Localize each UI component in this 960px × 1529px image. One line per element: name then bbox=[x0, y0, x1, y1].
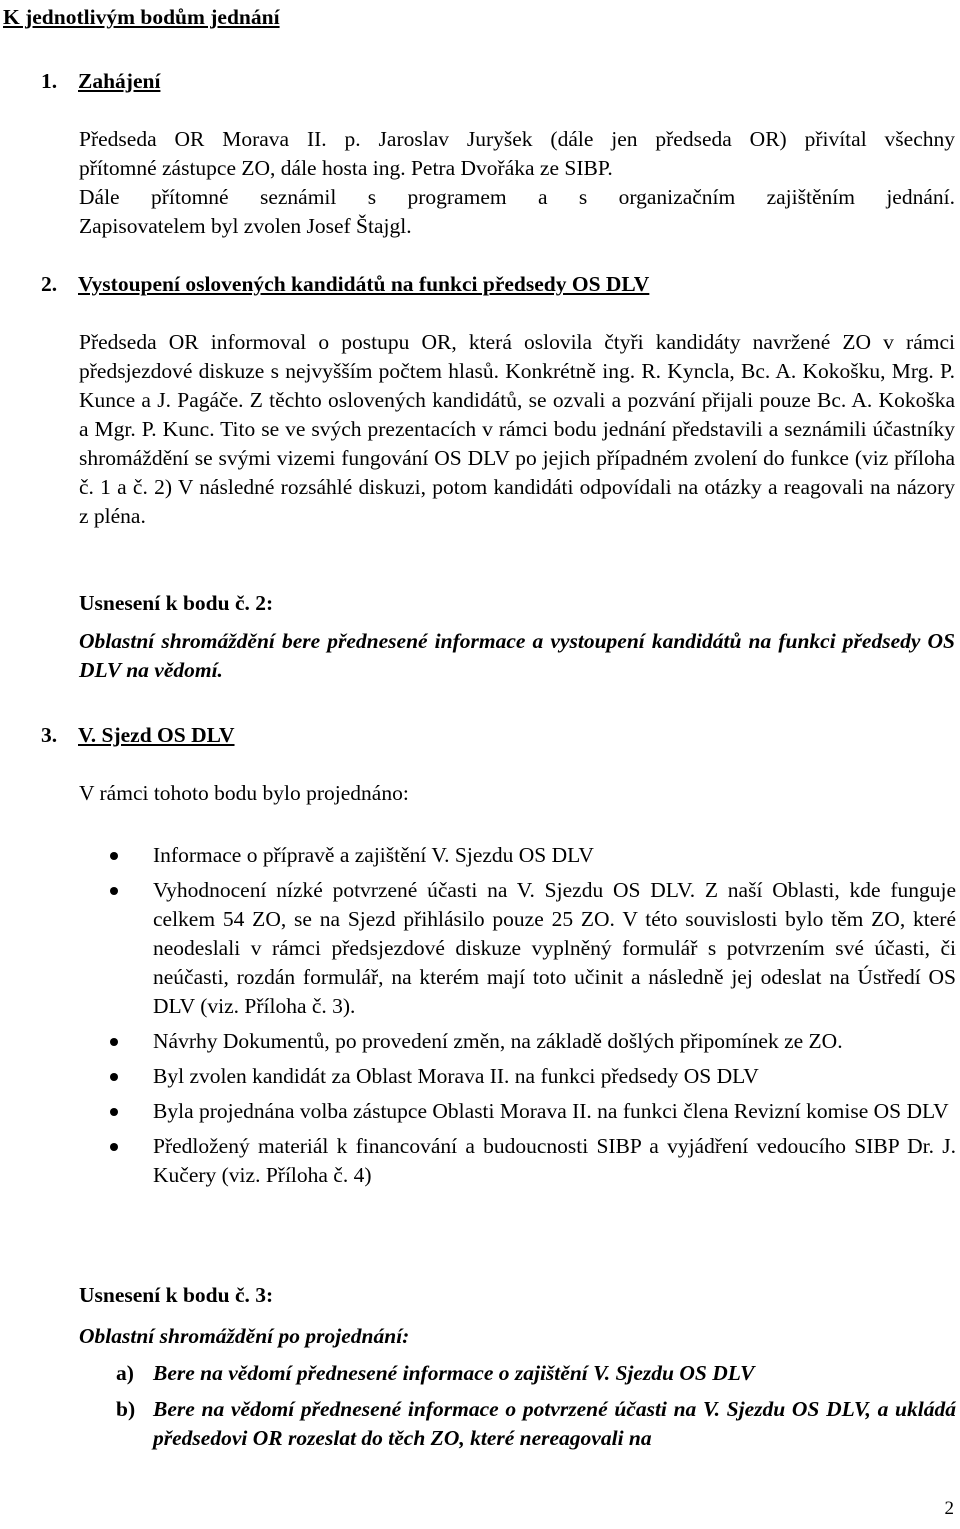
section3-title: V. Sjezd OS DLV bbox=[78, 723, 235, 747]
bullet-icon bbox=[110, 887, 118, 895]
section2-title: Vystoupení oslovených kandidátů na funkci předsedy OS DLV bbox=[78, 272, 650, 296]
list-item bbox=[110, 876, 956, 1021]
list-item bbox=[110, 1062, 956, 1091]
list-item bbox=[110, 841, 956, 870]
section1-line-1: Předseda OR Morava II. p. Jaroslav Juryšek (dále jen předseda OR) přivítal všechny bbox=[79, 127, 955, 151]
section2-resolution-text: Oblastní shromáždění bere přednesené informace a vystoupení kandidátů na funkci předsedy OS DLV na vědomí. bbox=[79, 629, 955, 682]
section1-number: 1. bbox=[41, 69, 58, 93]
page-number: 2 bbox=[944, 1498, 954, 1519]
section3-resolution-label: Usnesení k bodu č. 3: bbox=[79, 1283, 274, 1307]
bullet-icon bbox=[110, 852, 118, 860]
section2-body: Předseda OR informoval o postupu OR, která oslovila čtyři kandidáty navržené ZO v rámci předsjezdové diskuze s nejvyšším počtem hlasů. Konkrétně ing. R. Kyncla, Bc. A. Kokošku, Mrg. P. Kunce a J. Pagáče. Z těchto oslovených kandidátů, se ozvali a pozvání přijali pouze Bc. A. Kokoška a Mgr. P. Kunc. Tito se ve svých prezentacích v rámci bodu jednání představili a seznámili účastníky shromáždění se svými vizemi fungování OS DLV po jejich případném zvolení do funkce (viz příloha č. 1 a č. 2) V následné rozsáhlé diskuzi, potom kandidáti odpovídali na otázky a reagovali na názory z pléna. bbox=[79, 330, 955, 528]
section2-number: 2. bbox=[41, 272, 58, 296]
list-item-text: Předložený materiál k financování a budoucnosti SIBP a vyjádření vedoucího SIBP Dr. J. Kučery (viz. Příloha č. 4) bbox=[153, 1134, 956, 1187]
item-marker: a) bbox=[116, 1361, 134, 1385]
bullet-icon bbox=[110, 1038, 118, 1046]
list-item bbox=[110, 1097, 956, 1126]
resolution-item bbox=[116, 1395, 956, 1453]
resolution-item bbox=[116, 1359, 956, 1388]
list-item bbox=[110, 1132, 956, 1190]
section3-resolution-intro: Oblastní shromáždění po projednání: bbox=[79, 1324, 410, 1348]
section1-heading bbox=[41, 67, 160, 96]
list-item-text: Byl zvolen kandidát za Oblast Morava II. na funkci předsedy OS DLV bbox=[153, 1064, 759, 1088]
section1-line-2: přítomné zástupce ZO, dále hosta ing. Petra Dvořáka ze SIBP. bbox=[79, 156, 613, 180]
section1-line-4: Zapisovatelem byl zvolen Josef Štajgl. bbox=[79, 214, 412, 238]
section1-body bbox=[79, 125, 955, 241]
list-item-text: Byla projednána volba zástupce Oblasti Morava II. na funkci člena Revizní komise OS DLV bbox=[153, 1099, 949, 1123]
main-heading: K jednotlivým bodům jednání bbox=[3, 5, 280, 29]
section1-line-3: Dále přítomné seznámil s programem a s organizačním zajištěním jednání. bbox=[79, 185, 955, 209]
section3-number: 3. bbox=[41, 723, 58, 747]
bullet-icon bbox=[110, 1108, 118, 1116]
section1-title: Zahájení bbox=[78, 69, 161, 93]
item-marker: b) bbox=[116, 1397, 136, 1421]
bullet-icon bbox=[110, 1143, 118, 1151]
item-text: Bere na vědomí přednesené informace o zajištění V. Sjezdu OS DLV bbox=[153, 1361, 755, 1385]
list-item bbox=[110, 1027, 956, 1056]
section3-heading bbox=[41, 721, 235, 750]
bullet-icon bbox=[110, 1073, 118, 1081]
list-item-text: Informace o přípravě a zajištění V. Sjezdu OS DLV bbox=[153, 843, 594, 867]
section3-resolution-items bbox=[116, 1359, 956, 1460]
section3-intro: V rámci tohoto bodu bylo projednáno: bbox=[79, 781, 409, 805]
list-item-text: Návrhy Dokumentů, po provedení změn, na základě došlých připomínek ze ZO. bbox=[153, 1029, 843, 1053]
list-item-text: Vyhodnocení nízké potvrzené účasti na V. Sjezdu OS DLV. Z naší Oblasti, kde funguje celkem 54 ZO, se na Sjezd přihlásilo pouze 25 ZO. V této souvislosti bylo těm ZO, které neodeslali v rámci předsjezdové diskuze vyplněný formulář s potvrzením své účasti, či neúčasti, rozdán formulář, na kterém mají toto učinit a následně jej odeslat na Ústředí OS DLV (viz. Příloha č. 3). bbox=[153, 878, 956, 1018]
section2-resolution-label: Usnesení k bodu č. 2: bbox=[79, 591, 274, 615]
section2-heading bbox=[41, 270, 649, 299]
item-text: Bere na vědomí přednesené informace o potvrzené účasti na V. Sjezdu OS DLV, a ukládá předsedovi OR rozeslat do těch ZO, které nereagovali na bbox=[153, 1397, 956, 1450]
section3-bullet-list bbox=[110, 841, 956, 1196]
